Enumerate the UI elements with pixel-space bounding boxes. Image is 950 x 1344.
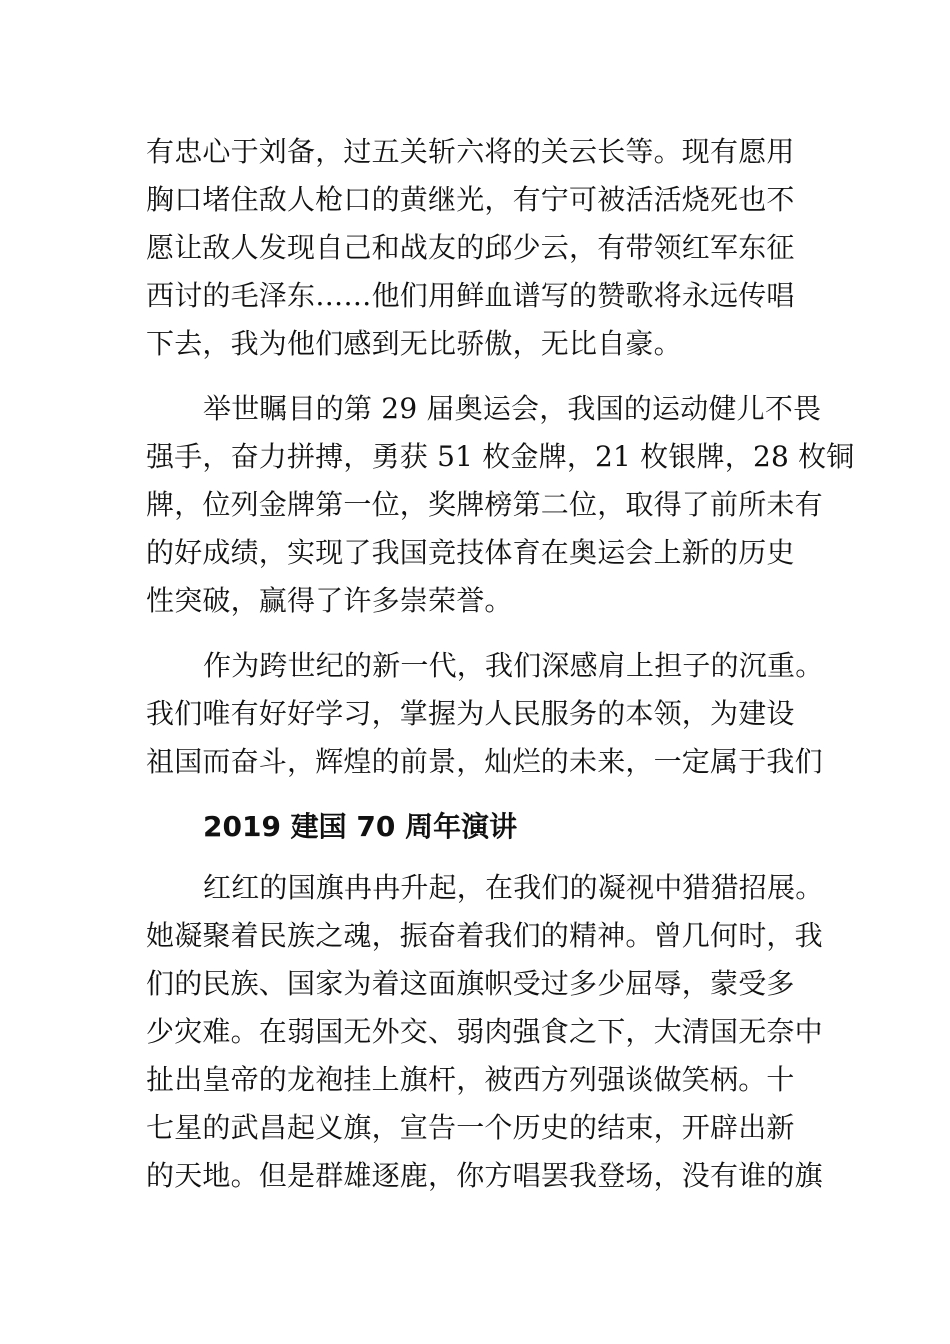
paragraph-1-line-3: 愿让敌人发现自己和战友的邱少云，有带领红军东征 bbox=[146, 231, 795, 264]
paragraph-2-line-4: 的好成绩，实现了我国竞技体育在奥运会上新的历史 bbox=[146, 536, 795, 569]
paragraph-2-line-1: 举世瞩目的第 29 届奥运会，我国的运动健儿不畏 bbox=[203, 392, 822, 425]
section-heading: 2019 建国 70 周年演讲 bbox=[203, 810, 518, 843]
paragraph-4-line-2: 她凝聚着民族之魂，振奋着我们的精神。曾几何时，我 bbox=[146, 919, 823, 952]
paragraph-3-line-2: 我们唯有好好学习，掌握为人民服务的本领，为建设 bbox=[146, 697, 795, 730]
paragraph-2-line-2: 强手，奋力拼搏，勇获 51 枚金牌，21 枚银牌，28 枚铜 bbox=[146, 440, 855, 473]
paragraph-1-line-4: 西讨的毛泽东……他们用鲜血谱写的赞歌将永远传唱 bbox=[146, 279, 795, 312]
paragraph-3-line-1: 作为跨世纪的新一代，我们深感肩上担子的沉重。 bbox=[203, 649, 824, 682]
paragraph-1-line-2: 胸口堵住敌人枪口的黄继光，有宁可被活活烧死也不 bbox=[146, 183, 795, 216]
paragraph-4-line-7: 的天地。但是群雄逐鹿，你方唱罢我登场，没有谁的旗 bbox=[146, 1159, 823, 1192]
paragraph-1-line-1: 有忠心于刘备，过五关斩六将的关云长等。现有愿用 bbox=[146, 135, 795, 168]
paragraph-4-line-4: 少灾难。在弱国无外交、弱肉强食之下，大清国无奈中 bbox=[146, 1015, 823, 1048]
paragraph-4-line-5: 扯出皇帝的龙袍挂上旗杆，被西方列强谈做笑柄。十 bbox=[146, 1063, 795, 1096]
paragraph-4-line-3: 们的民族、国家为着这面旗帜受过多少屈辱，蒙受多 bbox=[146, 967, 795, 1000]
paragraph-4-line-6: 七星的武昌起义旗，宣告一个历史的结束，开辟出新 bbox=[146, 1111, 795, 1144]
paragraph-2-line-5: 性突破，赢得了许多崇荣誉。 bbox=[146, 584, 513, 617]
paragraph-4-line-1: 红红的国旗冉冉升起，在我们的凝视中猎猎招展。 bbox=[203, 871, 824, 904]
paragraph-1-line-5: 下去，我为他们感到无比骄傲，无比自豪。 bbox=[146, 327, 682, 360]
paragraph-2-line-3: 牌，位列金牌第一位，奖牌榜第二位，取得了前所未有 bbox=[146, 488, 823, 521]
paragraph-3-line-3: 祖国而奋斗，辉煌的前景，灿烂的未来，一定属于我们 bbox=[146, 745, 823, 778]
